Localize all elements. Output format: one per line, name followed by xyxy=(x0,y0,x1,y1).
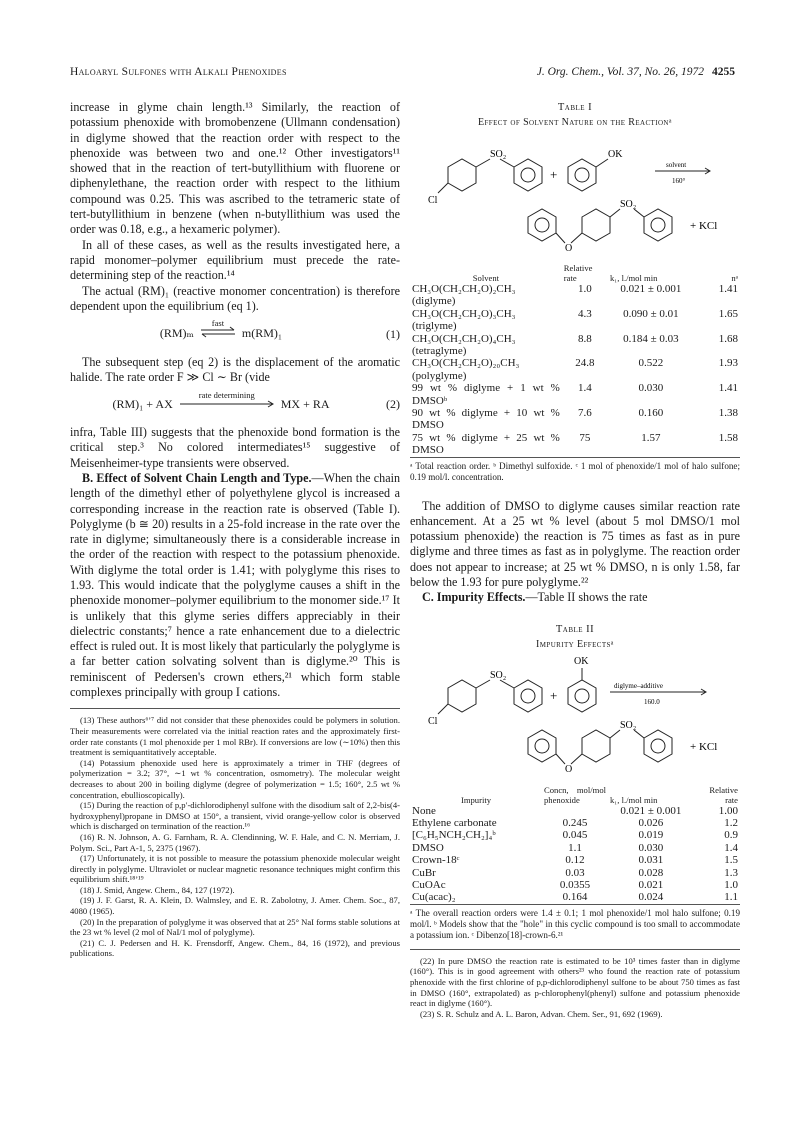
section-c xyxy=(410,590,740,605)
section-b-text: —When the chain length of the dimethyl ether of polyethylene glycol is increased a corresponding increase in the reaction rate is observed (Table I). Polyglyme (b ≅ 20) results in a 25-fold increase in the rate over the rate in diglyme; simultaneously there is a considerable increase in the order of the reaction with respect to the potassium phenoxide. With diglyme the total order is 1.41; with polyglyme this rises to 1.93. This would indicate that the polyglyme causes a shift in the phenoxide monomer–polymer equilibrium to the monomer side.¹⁷ It is unlikely that this glyme series differs appreciably in their dielectric constants;⁷ hence a rate enhancement due to a dielectric effect is ruled out. It is most likely that particularly the polyglyme is a far better cation solvating solvent than is diglyme.²⁰ This is reminiscent of Pedersen's crown ethers,²¹ which form stable complexes principally with group I cations. xyxy=(70,470,400,700)
table1-ok-label: OK xyxy=(608,148,623,160)
page-number: 4255 xyxy=(712,66,735,78)
table1-bottom-rule xyxy=(410,457,740,458)
cell: 0.031 xyxy=(638,854,664,867)
cell xyxy=(542,805,608,817)
table1-o-label: O xyxy=(565,242,573,254)
cell: 1.2 xyxy=(724,816,738,829)
section-heading: C. Impurity Effects. xyxy=(422,590,526,605)
table2-o-label: O xyxy=(565,764,573,776)
cell: 0.021 ± 0.001 xyxy=(620,804,682,817)
cell: 1.41 xyxy=(718,282,738,295)
table1-product-so2-label: SO₂ xyxy=(620,198,637,210)
table1-title: Table I xyxy=(557,102,593,113)
cell: 1.1 xyxy=(568,841,582,854)
cell: Ethylene carbonate xyxy=(412,816,497,829)
table1 xyxy=(410,263,740,457)
table2-footnote: ᵃ The overall reaction orders were 1.4 ± 0.1; 1 mol phenoxide/1 mol halo sulfone; 0.19 mol/l. ᵇ Models show that the "hole" in this cyclic compound is too small to accommodate a potassium ion. ᶜ Dibenzo[18]-crown-6.²¹ xyxy=(410,907,740,940)
eq1-number: (1) xyxy=(386,326,400,341)
paragraph: increase in glyme chain length.¹³ Similarly, the reaction of potassium phenoxide with bromobenzene (Ullmann condensation) in diglyme showed that the reaction order with respect to the phenoxide was between two and one.¹² Other investigators¹¹ showed that in the reaction of tert-butyllithium with fluorene or diphenylethane, the reaction order with respect to the lithium compound was 0.25. This was ascribed to the tetrameric state of tert-butyllithium in benzene (when n-butyllithium was used the order was 0.18, e.g., a hexameric polymer). xyxy=(70,100,400,237)
eq1-arrow-label: fast xyxy=(211,318,225,329)
table2-header xyxy=(410,785,740,805)
table2-col-impurity: Impurity xyxy=(460,794,492,805)
table1-condition-bottom: 160° xyxy=(672,176,686,185)
cell: 1.5 xyxy=(724,854,738,867)
cell: 0.184 ± 0.03 xyxy=(623,332,679,345)
cell: None xyxy=(412,804,436,817)
cell: 0.045 xyxy=(562,829,588,842)
eq2-right: MX + RA xyxy=(280,397,330,412)
table-row xyxy=(410,432,740,457)
cell: 1.4 xyxy=(578,382,592,395)
table1-col-solvent: Solvent xyxy=(472,272,500,283)
table2-so2-label: SO₂ xyxy=(490,670,507,682)
table2-ok-label: OK xyxy=(574,656,589,668)
cell: 0.160 xyxy=(638,406,664,419)
table2-reaction-scheme xyxy=(410,652,740,780)
cell: 4.3 xyxy=(578,307,592,320)
table1-subtitle: Effect of Solvent Nature on the Reactionᵃ xyxy=(478,117,672,129)
footnotes-left xyxy=(70,715,400,959)
footnotes-right xyxy=(410,956,740,1020)
paragraph: infra, Table III) suggests that the phenoxide bond formation is the critical step.³ No colored intermediates¹⁵ suggestive of Meisenheimer-type transients were observed. xyxy=(70,425,400,470)
table1-so2-label: SO₂ xyxy=(490,148,507,160)
eq2-number: (2) xyxy=(386,397,400,412)
equation-2 xyxy=(70,389,400,413)
cell: 0.245 xyxy=(562,816,588,829)
eq2-left: (RM)₁ + AX xyxy=(112,397,173,412)
footnote: (21) C. J. Pedersen and H. K. Frensdorff, Angew. Chem., 84, 16 (1972), and previous publications. xyxy=(70,937,400,959)
table1-footnote: ᵃ Total reaction order. ᵇ Dimethyl sulfoxide. ᶜ 1 mol of phenoxide/1 mol of halo sulfone; 0.19 mol/l. concentration. xyxy=(410,460,740,482)
table1-kcl-label: + KCl xyxy=(690,219,718,232)
table2-bottom-rule xyxy=(410,904,740,905)
paragraph: The actual (RM)₁ (reactive monomer concentration) is therefore dependent upon the equilibrium (eq 1). xyxy=(70,283,400,313)
table-row xyxy=(410,283,740,308)
cell: 7.6 xyxy=(578,406,592,419)
equation-1 xyxy=(70,318,400,342)
cell: 0.090 ± 0.01 xyxy=(623,307,679,320)
cell: 0.024 xyxy=(638,891,664,904)
cell: 0.028 xyxy=(638,866,664,879)
footnote: (18) J. Smid, Angew. Chem., 84, 127 (1972). xyxy=(80,884,235,895)
table-row xyxy=(410,357,740,382)
table2-title: Table II xyxy=(555,623,595,635)
table-row xyxy=(410,817,740,829)
cell: 0.164 xyxy=(562,891,588,904)
table2-col-k1: k₁, l./mol min xyxy=(610,794,658,805)
paragraph: In all of these cases, as well as the results investigated here, a rapid monomer–polymer equilibrium must precede the rate-determining step of the reaction.¹⁴ xyxy=(70,237,400,283)
journal-name: J. Org. Chem., Vol. 37, No. 26, 1972 xyxy=(536,66,704,78)
table-row xyxy=(410,879,740,891)
cell: CH₃O(CH₂CH₂O)₂CH₃ (diglyme) xyxy=(412,282,516,308)
cell: 1.4 xyxy=(724,841,738,854)
cell: 0.030 xyxy=(638,841,664,854)
table-row xyxy=(410,308,740,333)
running-title: Haloaryl Sulfones with Alkali Phenoxides xyxy=(70,66,287,78)
paragraph: The subsequent step (eq 2) is the displacement of the aromatic halide. The rate order F ≫ Cl ∼ Br (vide xyxy=(70,354,400,384)
section-heading: B. Effect of Solvent Chain Length and Type. xyxy=(82,470,312,485)
eq1-left: (RM)ₘ xyxy=(159,326,194,341)
cell: 0.021 ± 0.001 xyxy=(620,282,682,295)
table2-cl-label: Cl xyxy=(428,716,438,728)
cell: 75 xyxy=(579,431,591,444)
cell: 75 wt % diglyme + 25 wt % DMSO xyxy=(412,431,560,457)
footnote: (17) Unfortunately, it is not possible to measure the potassium phenoxide molecular weight directly in polyglyme. Ultraviolet or nuclear magnetic resonance techniques might confirm this equilibrium shift.¹⁸ʼ¹⁹ xyxy=(70,853,400,885)
table2-condition-top: diglyme–additive xyxy=(614,682,663,691)
cell: 1.1 xyxy=(724,891,738,904)
table1-condition-top: solvent xyxy=(666,160,687,169)
table2-col-relrate: Relative rate xyxy=(709,784,738,805)
footnote: (22) In pure DMSO the reaction rate is estimated to be 10³ times faster than in diglyme (160°). This is in good agreement with others²³ who found the reaction rate of potassium phenoxide with the first chlorine of p,p-dichlorodiphenyl sulfone to be about 750 times as fast in DMSO (160°, extrapolated) as p-chlorophenyl(phenyl) sulfone and potassium phenoxide react in diglyme (160°). xyxy=(410,955,740,1009)
cell: [C₆H₅NCH₂CH₂]₄ᵇ xyxy=(412,829,496,842)
cell: 1.41 xyxy=(718,382,738,395)
cell: 1.68 xyxy=(718,332,738,345)
cell: 1.38 xyxy=(718,406,738,419)
footnote: (19) J. F. Garst, R. A. Klein, D. Walmsley, and E. R. Zabolotny, J. Amer. Chem. Soc., 87, 4080 (1965). xyxy=(70,895,400,917)
table1-reaction-scheme xyxy=(410,131,740,259)
table-row xyxy=(410,805,740,817)
cell: CH₃O(CH₂CH₂O)₃CH₃ (triglyme) xyxy=(412,307,516,333)
cell: Cu(acac)₂ xyxy=(412,891,456,904)
table2-plus: + xyxy=(550,688,558,704)
cell: 1.93 xyxy=(718,357,738,370)
cell: 1.0 xyxy=(578,282,592,295)
cell: 0.522 xyxy=(638,357,664,370)
table1-col-k1: k₁, l./mol min xyxy=(609,272,658,283)
cell: 0.03 xyxy=(565,866,585,879)
table-row xyxy=(410,829,740,841)
footnote-divider xyxy=(70,708,400,709)
footnote: (14) Potassium phenoxide used here is approximately a trimer in THF (degrees of polymerization = 3.2; 37°, ∼1 wt % concentration, osmometry). The molecular weight decreases to about 200 in boiling diglyme (degree of polymerization = 1.5; 160°, 2.5 wt % concentration, ebullioscopically). xyxy=(70,757,400,800)
cell: CuBr xyxy=(412,866,436,879)
footnote: (16) R. N. Johnson, A. G. Farnham, R. A. Clendinning, W. F. Hale, and C. N. Merriam, J. Polym. Sci., Part A-1, 5, 2375 (1967). xyxy=(70,831,400,853)
cell: 99 wt % diglyme + 1 wt % DMSOᵇ xyxy=(412,382,560,407)
cell: 90 wt % diglyme + 10 wt % DMSO xyxy=(412,406,560,432)
table-row xyxy=(410,382,740,407)
table2-condition-bottom: 160.0 xyxy=(644,698,660,707)
journal-citation xyxy=(537,66,735,78)
eq2-arrow-label: rate determining xyxy=(198,389,255,400)
cell: 1.58 xyxy=(718,431,738,444)
table-row xyxy=(410,842,740,854)
table1-cl-label: Cl xyxy=(428,194,438,206)
table2-col-concn: Concn, mol/mol phenoxide xyxy=(544,784,606,805)
table2 xyxy=(410,785,740,904)
cell: CH₃O(CH₂CH₂O)₂₀CH₃ (polyglyme) xyxy=(412,357,520,382)
table2-subtitle: Impurity Effectsᵃ xyxy=(536,638,614,650)
cell: 1.3 xyxy=(724,866,738,879)
right-column xyxy=(410,100,740,1019)
cell: 0.12 xyxy=(565,854,585,867)
footnote-divider xyxy=(410,949,740,950)
cell: 1.0 xyxy=(724,878,738,891)
table-row xyxy=(410,891,740,903)
table1-col-relrate: Relative rate xyxy=(563,262,593,283)
reaction-arrow xyxy=(179,389,275,413)
cell: 24.8 xyxy=(575,357,595,370)
cell: 0.026 xyxy=(638,816,664,829)
footnote: (23) S. R. Schulz and A. L. Baron, Advan. Chem. Ser., 91, 692 (1969). xyxy=(420,1008,663,1019)
table2-product-so2-label: SO₂ xyxy=(620,720,637,732)
table-row xyxy=(410,333,740,358)
paragraph: The addition of DMSO to diglyme causes similar reaction rate enhancement. At a 25 wt % level (about 5 mol DMSO/1 mol potassium phenoxide) the reaction is 75 times as fast as in pure diglyme and three times as fast as in polyglyme. The reaction order does not appear to increase; at 25 wt % DMSO, n is only 1.58, far below the 1.93 for pure polyglyme.²² xyxy=(410,498,740,590)
footnote: (13) These authors⁶ʼ⁷ did not consider that these phenoxides could be polymers in solution. Their measurements were correlated via the initial reaction rates and the approximately first-order rate constants (1 mol phenoxide per 1 mol RBr). If conversions are low (∼10%) then this treatment is semiquantitatively acceptable. xyxy=(70,715,400,758)
cell: 0.030 xyxy=(638,382,664,395)
cell: 0.021 xyxy=(638,878,664,891)
cell: 8.8 xyxy=(578,332,592,345)
cell: 0.9 xyxy=(724,829,738,842)
section-c-text: —Table II shows the rate xyxy=(525,590,648,605)
cell: 0.019 xyxy=(638,829,664,842)
cell: 1.57 xyxy=(641,431,661,444)
table1-plus: + xyxy=(550,166,558,182)
cell: 1.65 xyxy=(718,307,738,320)
table1-col-n: nᵃ xyxy=(731,272,738,283)
cell: CH₃O(CH₂CH₂O)₄CH₃ (tetraglyme) xyxy=(412,332,516,357)
table-row xyxy=(410,407,740,432)
table1-header xyxy=(410,263,740,283)
equilibrium-arrow xyxy=(200,318,236,342)
table-row xyxy=(410,854,740,866)
left-column xyxy=(70,100,400,959)
cell: Crown-18ᶜ xyxy=(412,854,460,867)
footnote: (15) During the reaction of p,p′-dichlorodiphenyl sulfone with the disodium salt of 2,2-bis(4-hydroxyphenyl)propane in DMSO at 150°, a transient, vivid orange-yellow color is observed which is discharged on termination of the reaction.¹⁶ xyxy=(70,800,400,832)
footnote: (20) In the preparation of polyglyme it was observed that at 25° NaI forms stable solutions at the 23 wt % level (2 mol of NaI/1 mol of polyglyme). xyxy=(70,916,400,938)
section-b xyxy=(70,471,400,700)
table2-kcl-label: + KCl xyxy=(690,741,718,754)
cell: CuOAc xyxy=(412,878,446,891)
table-row xyxy=(410,867,740,879)
cell: 1.00 xyxy=(718,804,738,817)
cell: DMSO xyxy=(412,841,444,854)
eq1-right: m(RM)₁ xyxy=(241,326,283,341)
cell: 0.0355 xyxy=(559,878,591,891)
